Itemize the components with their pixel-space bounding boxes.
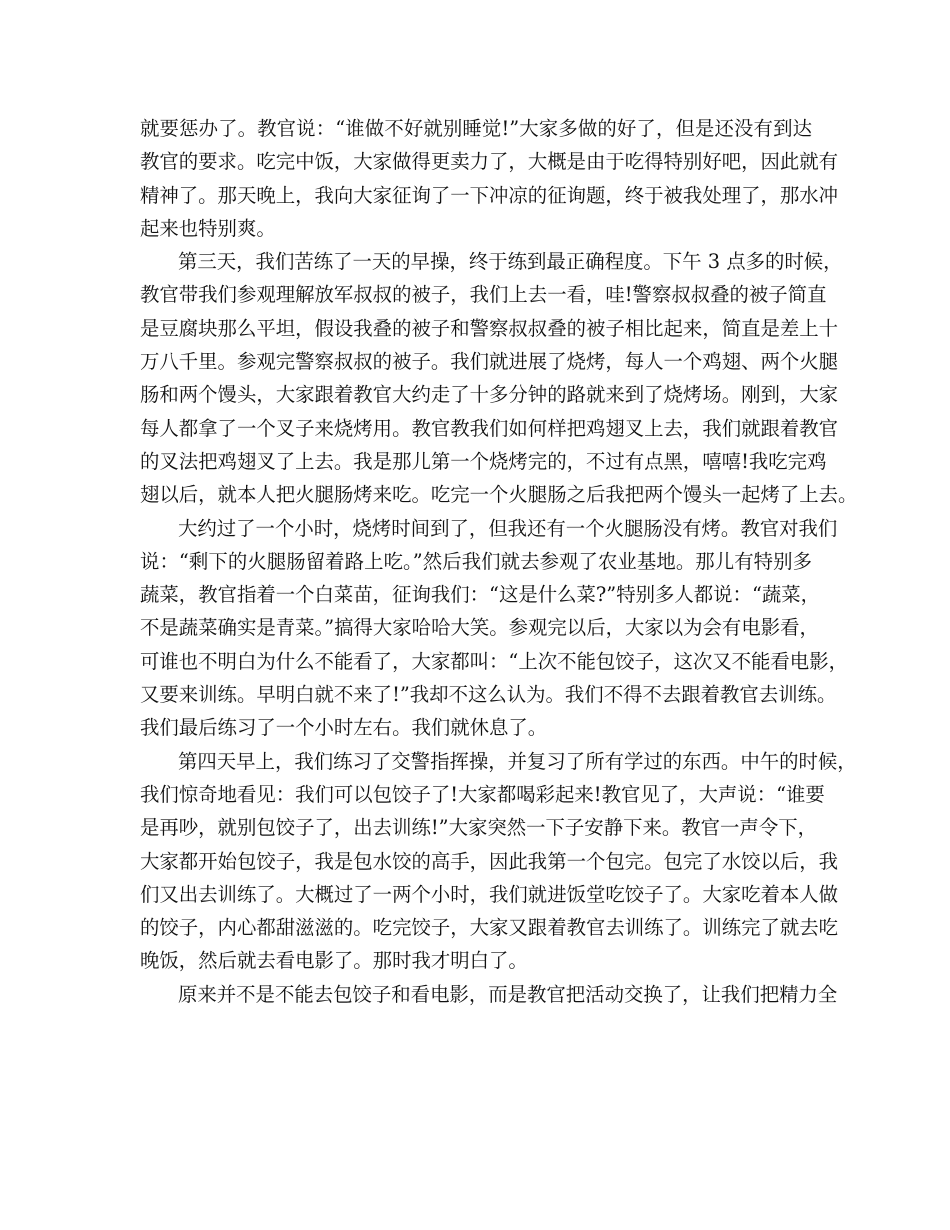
- text-line: 翅以后，就本人把火腿肠烤来吃。吃完一个火腿肠之后我把两个馒头一起烤了上去。: [140, 483, 858, 507]
- text-line: 蔬菜，教官指着一个白菜苗，征询我们：“这是什么菜?”特别多人都说：“蔬菜，: [140, 583, 821, 607]
- text-line: 肠和两个馒头，大家跟着教官大约走了十多分钟的路就来到了烧烤场。刚到，大家: [140, 383, 839, 407]
- text-line: 第四天早上，我们练习了交警指挥操，并复习了所有学过的东西。中午的时候，: [178, 749, 857, 773]
- text-line: 教官带我们参观理解放军叔叔的被子，我们上去一看，哇!警察叔叔叠的被子简直: [140, 283, 827, 307]
- text-line: 就要惩办了。教官说：“谁做不好就别睡觉!”大家多做的好了，但是还没有到达: [140, 117, 812, 140]
- text-line: 原来并不是不能去包饺子和看电影，而是教官把活动交换了，让我们把精力全: [178, 982, 838, 1006]
- text-line: 们又出去训练了。大概过了一两个小时，我们就进饭堂吃饺子了。大家吃着本人做: [140, 882, 839, 906]
- text-line: 不是蔬菜确实是青菜。”搞得大家哈哈大笑。参观完以后，大家以为会有电影看，: [140, 616, 819, 640]
- text-line: 又要来训练。早明白就不来了!”我却不这么认为。我们不得不去跟着教官去训练。: [140, 683, 837, 707]
- text-line: 精神了。那天晚上，我向大家征询了一下冲凉的征询题，终于被我处理了，那水冲: [140, 183, 839, 207]
- body-text: [140, 112, 858, 1011]
- text-line: 是豆腐块那么平坦，假设我叠的被子和警察叔叔叠的被子相比起来，简直是差上十: [140, 316, 839, 340]
- text-line: 的饺子，内心都甜滋滋的。吃完饺子，大家又跟着教官去训练了。训练完了就去吃: [140, 916, 839, 940]
- text-line: 晚饭，然后就去看电影了。那时我才明白了。: [140, 949, 528, 973]
- text-line: 起来也特别爽。: [140, 216, 276, 240]
- text-line: 教官的要求。吃完中饭，大家做得更卖力了，大概是由于吃得特别好吧，因此就有: [140, 150, 839, 174]
- text-line: 大约过了一个小时，烧烤时间到了，但我还有一个火腿肠没有烤。教官对我们: [178, 516, 838, 540]
- text-line: 每人都拿了一个叉子来烧烤用。教官教我们如何样把鸡翅叉上去，我们就跟着教官: [140, 416, 839, 440]
- text-line: 第三天，我们苦练了一天的早操，终于练到最正确程度。下午 3 点多的时候，: [178, 250, 843, 274]
- text-line: 万八千里。参观完警察叔叔的被子。我们就进展了烧烤，每人一个鸡翅、两个火腿: [140, 350, 839, 374]
- text-line: 我们惊奇地看见：我们可以包饺子了!大家都喝彩起来!教官见了，大声说：“谁要: [140, 782, 825, 806]
- text-line: 的叉法把鸡翅叉了上去。我是那儿第一个烧烤完的，不过有点黑，嘻嘻!我吃完鸡: [140, 449, 827, 473]
- text-line: 大家都开始包饺子，我是包水饺的高手，因此我第一个包完。包完了水饺以后，我: [140, 849, 839, 873]
- text-line: 我们最后练习了一个小时左右。我们就休息了。: [140, 716, 548, 740]
- text-line: 说：“剩下的火腿肠留着路上吃。”然后我们就去参观了农业基地。那儿有特别多: [140, 549, 812, 573]
- text-line: 是再吵，就别包饺子了，出去训练!”大家突然一下子安静下来。教官一声令下，: [140, 816, 817, 840]
- text-line: 可谁也不明白为什么不能看了，大家都叫：“上次不能包饺子，这次又不能看电影，: [140, 649, 848, 673]
